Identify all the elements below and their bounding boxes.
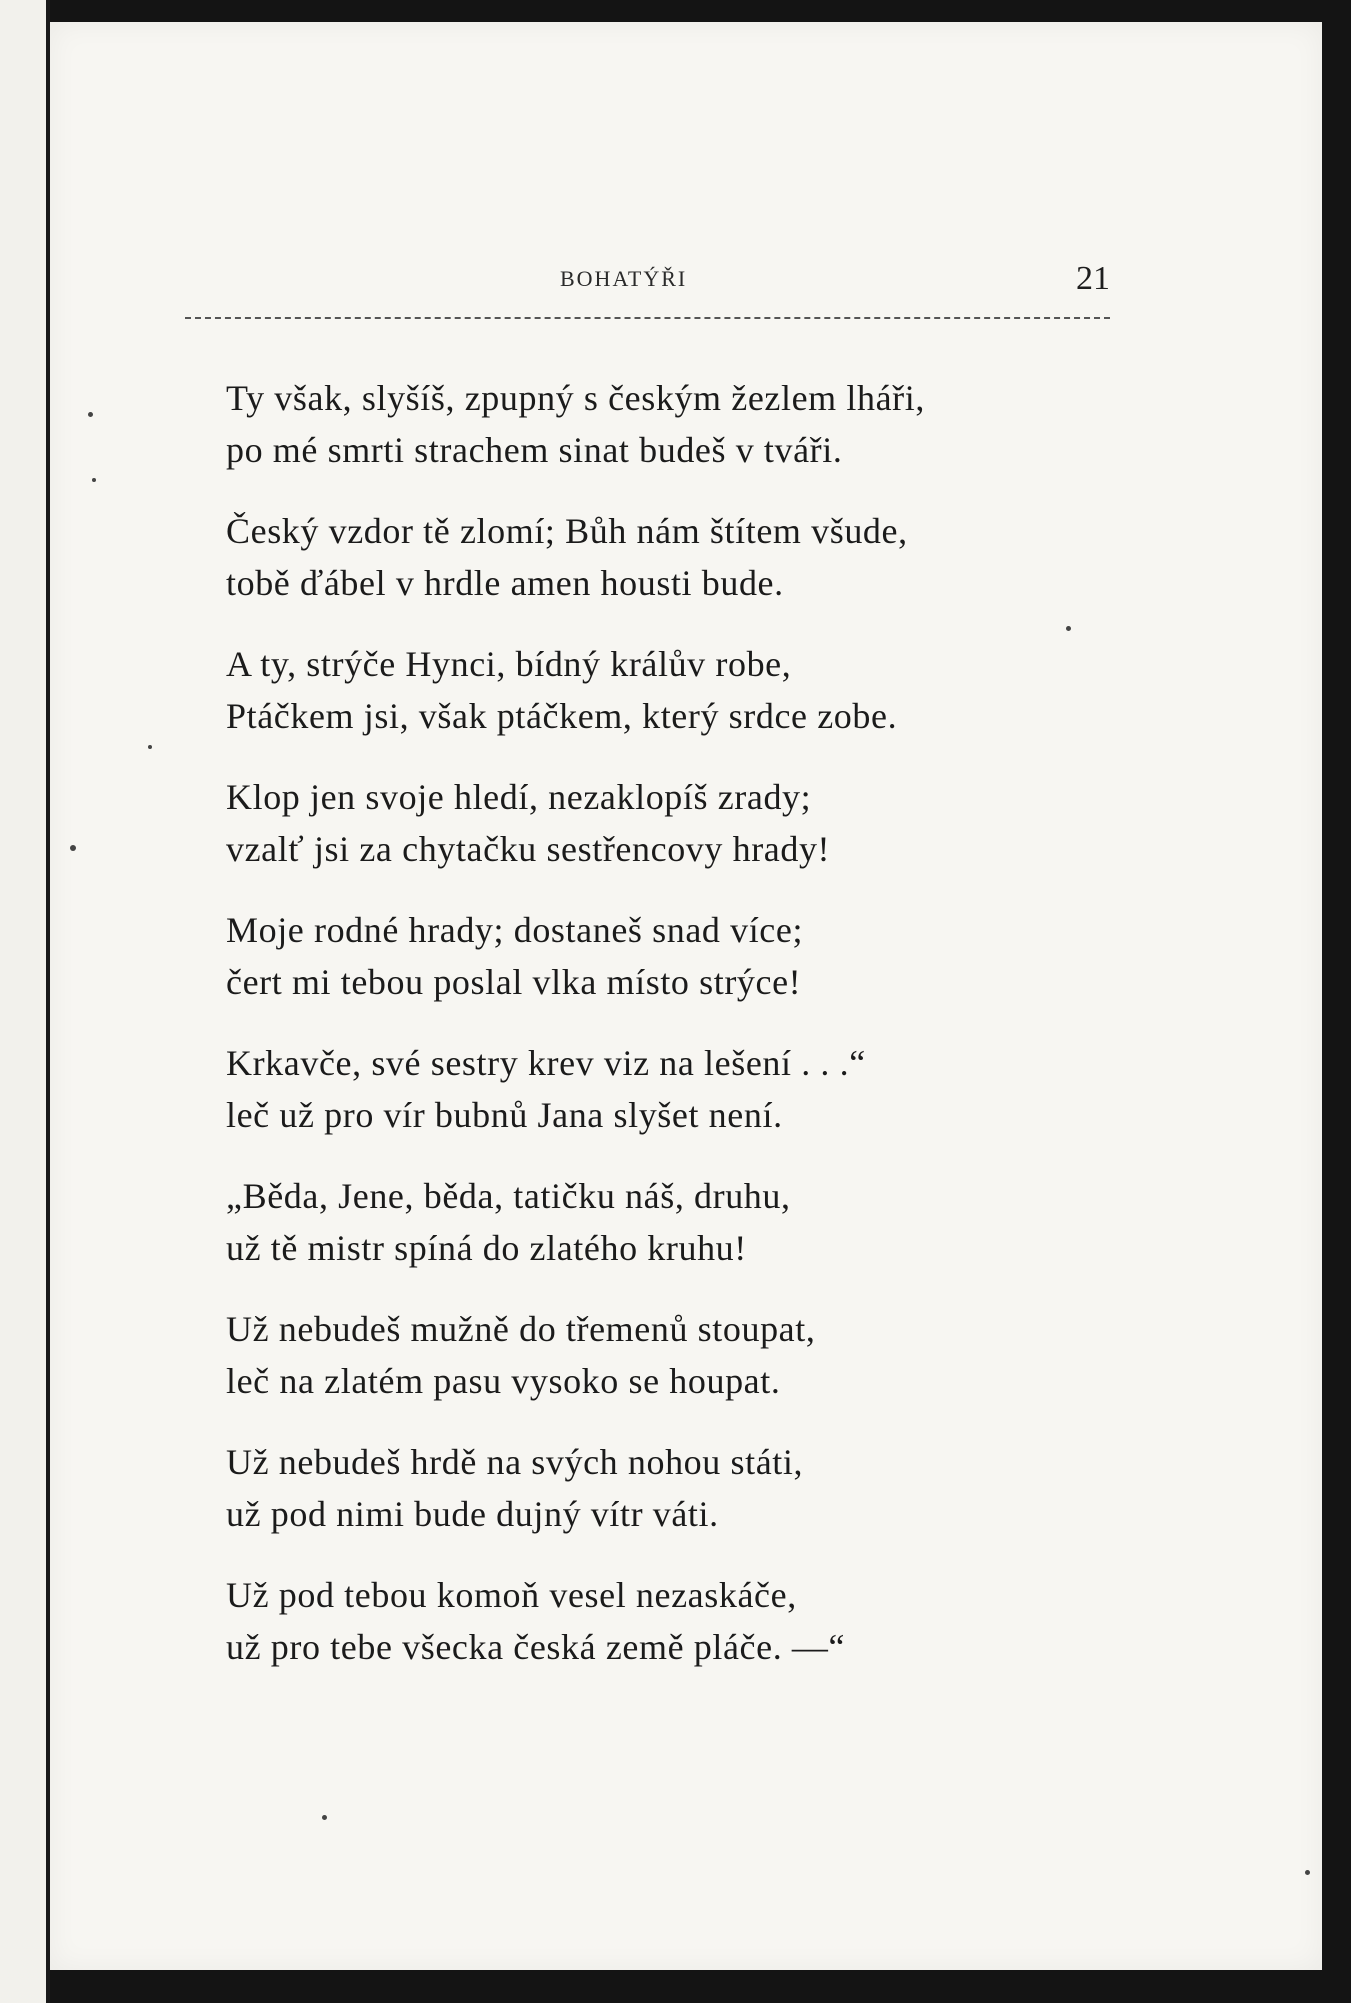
poem-line: Moje rodné hrady; dostaneš snad více; [226, 910, 804, 950]
scan-speck [1066, 626, 1071, 631]
scan-speck [88, 412, 93, 417]
poem-line: Klop jen svoje hledí, nezaklopíš zrady; [226, 777, 812, 817]
poem-body [226, 372, 1126, 1702]
page-header [185, 260, 1110, 300]
running-head: BOHATÝŘI [560, 266, 688, 291]
poem-line: čert mi tebou poslal vlka místo strýce! [226, 962, 802, 1002]
scan-speck [322, 1815, 327, 1820]
poem-line: Krkavče, své sestry krev viz na lešení . . .“ [226, 1043, 866, 1083]
poem-line: „Běda, Jene, běda, tatičku náš, druhu, [226, 1176, 791, 1216]
poem-line: Už pod tebou komoň vesel nezaskáče, [226, 1575, 797, 1615]
poem-line: leč už pro vír bubnů Jana slyšet není. [226, 1095, 783, 1135]
poem-line: A ty, strýče Hynci, bídný králův robe, [226, 644, 792, 684]
stanza [226, 771, 1126, 875]
poem-line: Český vzdor tě zlomí; Bůh nám štítem všude, [226, 511, 908, 551]
scan-speck [148, 745, 152, 749]
header-rule [185, 317, 1110, 319]
page-number: 21 [1076, 260, 1110, 297]
poem-line: Ptáčkem jsi, však ptáčkem, který srdce zobe. [226, 696, 898, 736]
stanza [226, 1436, 1126, 1540]
poem-line: vzalť jsi za chytačku sestřencovy hrady! [226, 829, 831, 869]
stanza [226, 904, 1126, 1008]
stanza [226, 505, 1126, 609]
scan-speck [92, 478, 96, 482]
poem-line: po mé smrti strachem sinat budeš v tváři. [226, 430, 843, 470]
poem-line: Už nebudeš mužně do třemenů stoupat, [226, 1309, 816, 1349]
stanza [226, 1037, 1126, 1141]
poem-line: leč na zlatém pasu vysoko se houpat. [226, 1361, 781, 1401]
poem-line: už pod nimi bude dujný vítr váti. [226, 1494, 719, 1534]
scan-speck [70, 845, 76, 851]
stanza [226, 1303, 1126, 1407]
stanza [226, 638, 1126, 742]
poem-line: Ty však, slyšíš, zpupný s českým žezlem lháři, [226, 378, 925, 418]
stanza [226, 1170, 1126, 1274]
poem-line: Už nebudeš hrdě na svých nohou státi, [226, 1442, 804, 1482]
poem-line: už pro tebe všecka česká země pláče. —“ [226, 1627, 846, 1667]
poem-line: už tě mistr spíná do zlatého kruhu! [226, 1228, 747, 1268]
stanza [226, 1569, 1126, 1673]
previous-page-edge [0, 0, 50, 2003]
poem-line: tobě ďábel v hrdle amen housti bude. [226, 563, 784, 603]
stanza [226, 372, 1126, 476]
scan-speck [1305, 1870, 1310, 1875]
